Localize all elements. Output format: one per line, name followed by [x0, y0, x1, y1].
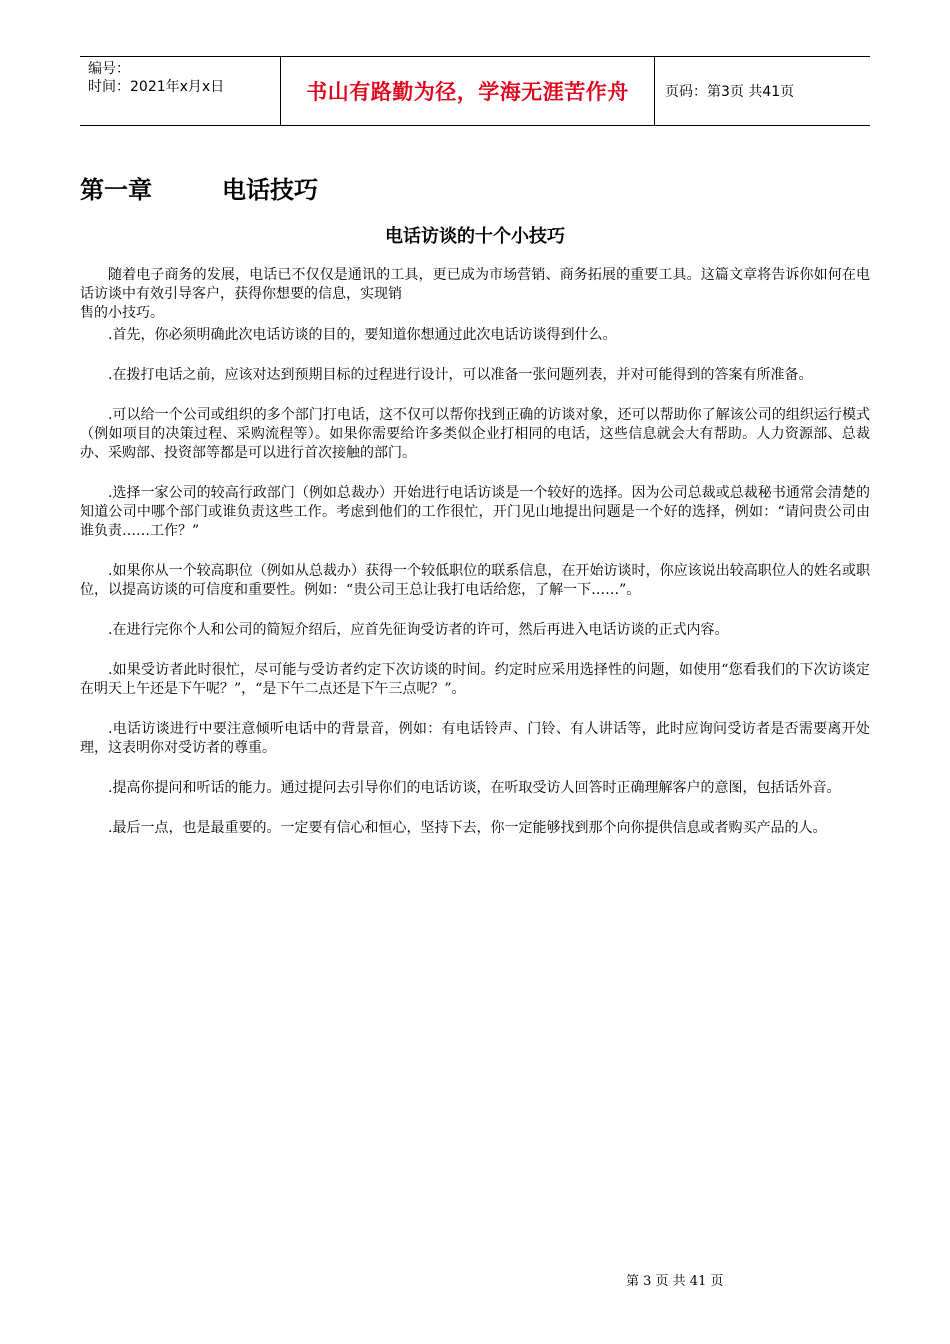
page-footer: 第 3 页 共 41 页 — [626, 1274, 724, 1289]
chapter-title: 电话技巧 — [222, 176, 318, 204]
chapter-number: 第一章 — [80, 176, 152, 204]
tip-paragraph: .选择一家公司的较高行政部门（例如总裁办）开始进行电话访谈是一个较好的选择。因为公司总裁或总裁秘书通常会清楚的知道公司中哪个部门或谁负责这些工作。考虑到他们的工作很忙，开门见山地提出问题是一个好的选择，例如：“请问贵公司由谁负责……工作？” — [80, 485, 870, 539]
section-title: 电话访谈的十个小技巧 — [385, 226, 565, 247]
intro-paragraph: 随着电子商务的发展，电话已不仅仅是通讯的工具，更已成为市场营销、商务拓展的重要工具。这篇文章将告诉你如何在电话访谈中有效引导客户，获得你想要的信息，实现销 — [80, 267, 870, 302]
page-header — [80, 56, 870, 126]
header-meta — [80, 57, 281, 125]
document-date-label: 时间：2021年x月x日 — [88, 79, 225, 95]
intro-paragraph-continuation: 售的小技巧。 — [80, 305, 164, 321]
document-body — [80, 266, 870, 859]
tip-paragraph: .在拨打电话之前，应该对达到预期目标的过程进行设计，可以准备一张问题列表，并对可能得到的答案有所准备。 — [108, 367, 813, 383]
tip-paragraph: .最后一点，也是最重要的。一定要有信心和恒心，坚持下去，你一定能够找到那个向你提供信息或者购买产品的人。 — [108, 820, 827, 836]
tip-paragraph: .提高你提问和听话的能力。通过提问去引导你们的电话访谈，在听取受访人回答时正确理解客户的意图，包括话外音。 — [108, 780, 841, 796]
tip-paragraph: .如果受访者此时很忙，尽可能与受访者约定下次访谈的时间。约定时应采用选择性的问题，如使用“您看我们的下次访谈定在明天上午还是下午呢？”，“是下午二点还是下午三点呢？”。 — [80, 662, 870, 697]
chapter-heading — [80, 170, 318, 205]
header-motto: 书山有路勤为径，学海无涯苦作舟 — [281, 57, 655, 125]
document-number-label: 编号： — [88, 61, 130, 77]
tip-paragraph: .电话访谈进行中要注意倾听电话中的背景音，例如：有电话铃声、门铃、有人讲话等，此时应询问受访者是否需要离开处理，这表明你对受访者的尊重。 — [80, 721, 870, 756]
header-page-label: 页码：第3页 共41页 — [665, 84, 795, 100]
tip-paragraph: .可以给一个公司或组织的多个部门打电话，这不仅可以帮你找到正确的访谈对象，还可以帮助你了解该公司的组织运行模式（例如项目的决策过程、采购流程等）。如果你需要给许多类似企业打相同的电话，这些信息就会大有帮助。人力资源部、总裁办、采购部、投资部等都是可以进行首次接触的部门。 — [80, 407, 870, 461]
tip-paragraph: .在进行完你个人和公司的简短介绍后，应首先征询受访者的许可，然后再进入电话访谈的正式内容。 — [108, 622, 729, 638]
tip-paragraph: .首先，你必须明确此次电话访谈的目的，要知道你想通过此次电话访谈得到什么。 — [108, 327, 617, 343]
tip-paragraph: .如果你从一个较高职位（例如从总裁办）获得一个较低职位的联系信息，在开始访谈时，你应该说出较高职位人的姓名或职位，以提高访谈的可信度和重要性。例如：“贵公司王总让我打电话给您，了解一下……”。 — [80, 563, 870, 598]
